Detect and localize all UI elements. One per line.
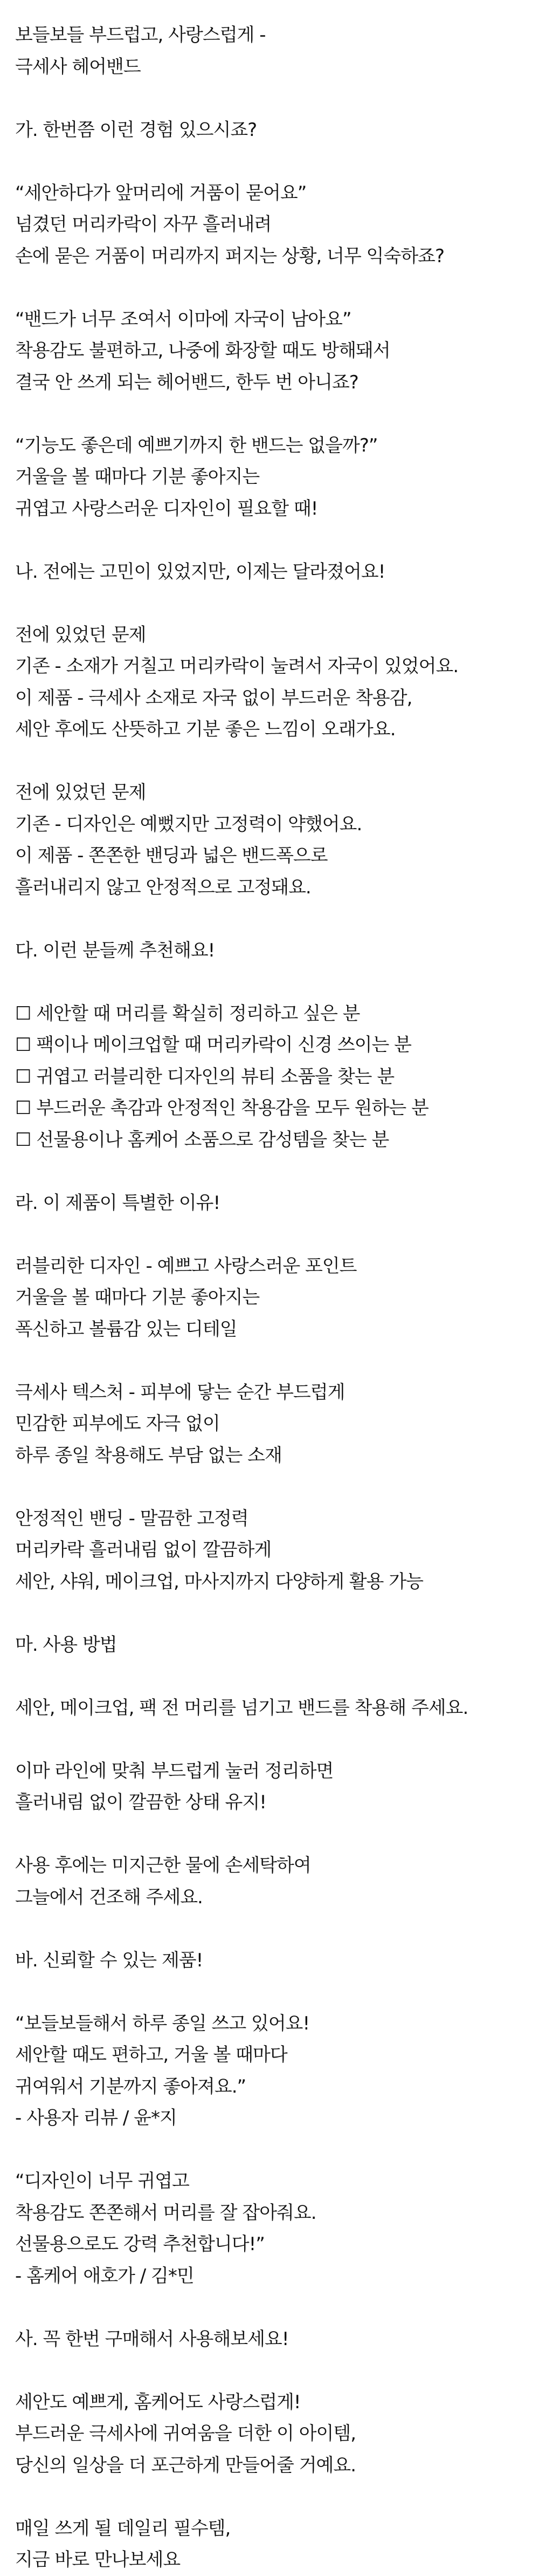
text-line: - 사용자 리뷰 / 윤*지 <box>15 2107 177 2129</box>
text-line: 거울을 볼 때마다 기분 좋아지는 <box>15 1287 260 1308</box>
text-line: 보들보들 부드럽고, 사랑스럽게 - <box>15 24 266 46</box>
text-line: 세안 후에도 산뜻하고 기분 좋은 느낌이 오래가요. <box>15 719 396 740</box>
blank-line <box>15 1976 527 2008</box>
text-line: 흘러내리지 않고 안정적으로 고정돼요. <box>15 876 311 898</box>
text-line: 착용감도 쫀쫀해서 머리를 잘 잡아줘요. <box>15 2202 316 2224</box>
text-line: 하루 종일 착용해도 부담 없는 소재 <box>15 1444 282 1466</box>
blank-line <box>15 524 527 556</box>
text-line: 사. 꼭 한번 구매해서 사용해보세요! <box>15 2328 289 2350</box>
text-line: 매일 쓰게 될 데일리 필수템, <box>15 2517 231 2539</box>
text-line: “밴드가 너무 조여서 이마에 자국이 남아요” <box>15 308 351 330</box>
blank-line <box>15 587 527 619</box>
text-line: ☐ 부드러운 촉감과 안정적인 착용감을 모두 원하는 분 <box>15 1097 429 1119</box>
blank-line <box>15 83 527 114</box>
blank-line <box>15 2481 527 2513</box>
text-line: 마. 사용 방법 <box>15 1634 117 1656</box>
text-line: - 홈케어 애호가 / 김*민 <box>15 2265 194 2287</box>
text-line: 부드러운 극세사에 귀여움을 더한 이 아이템, <box>15 2423 356 2444</box>
blank-line <box>15 966 527 998</box>
text-line: 민감한 피부에도 자극 없이 <box>15 1413 220 1434</box>
blank-line <box>15 398 527 430</box>
blank-line <box>15 746 527 777</box>
text-line: 가. 한번쯤 이런 경험 있으시죠? <box>15 119 257 141</box>
text-line: 나. 전에는 고민이 있었지만, 이제는 달라졌어요! <box>15 561 385 583</box>
document-body <box>15 19 527 2576</box>
blank-line <box>15 2355 527 2387</box>
text-line: ☐ 세안할 때 머리를 확실히 정리하고 싶은 분 <box>15 1002 360 1024</box>
text-line: “디자인이 너무 귀엽고 <box>15 2170 189 2192</box>
text-line: 극세사 텍스처 - 피부에 닿는 순간 부드럽게 <box>15 1381 345 1403</box>
blank-line <box>15 1661 527 1692</box>
blank-line <box>15 1471 527 1503</box>
blank-line <box>15 2134 527 2166</box>
text-line: 거울을 볼 때마다 기분 좋아지는 <box>15 466 260 488</box>
text-line: 세안도 예쁘게, 홈케어도 사랑스럽게! <box>15 2391 301 2413</box>
text-line: 라. 이 제품이 특별한 이유! <box>15 1192 220 1214</box>
text-line: 세안, 메이크업, 팩 전 머리를 넘기고 밴드를 착용해 주세요. <box>15 1697 468 1719</box>
text-line: 귀여워서 기분까지 좋아져요.” <box>15 2075 246 2097</box>
blank-line <box>15 1597 527 1629</box>
text-line: ☐ 선물용이나 홈케어 소품으로 감성템을 찾는 분 <box>15 1129 389 1151</box>
text-line: 폭신하고 볼륨감 있는 디테일 <box>15 1318 237 1340</box>
text-line: 안정적인 밴딩 - 말끔한 고정력 <box>15 1507 248 1529</box>
text-line: 극세사 헤어밴드 <box>15 56 141 78</box>
text-line: 당신의 일상을 더 포근하게 만들어줄 거예요. <box>15 2454 356 2476</box>
text-line: 그늘에서 건조해 주세요. <box>15 1886 203 1908</box>
blank-line <box>15 2292 527 2324</box>
blank-line <box>15 146 527 177</box>
text-line: “기능도 좋은데 예쁘기까지 한 밴드는 없을까?” <box>15 434 378 456</box>
text-line: 러블리한 디자인 - 예쁘고 사랑스러운 포인트 <box>15 1255 357 1277</box>
text-line: 다. 이런 분들께 추천해요! <box>15 939 215 961</box>
text-line: 전에 있었던 문제 <box>15 624 146 646</box>
text-line: 귀엽고 사랑스러운 디자인이 필요할 때! <box>15 497 318 520</box>
blank-line <box>15 1156 527 1187</box>
text-line: 기존 - 소재가 거칠고 머리카락이 눌려서 자국이 있었어요. <box>15 655 459 677</box>
text-line: 기존 - 디자인은 예뻤지만 고정력이 약했어요. <box>15 813 362 835</box>
blank-line <box>15 1913 527 1945</box>
blank-line <box>15 1819 527 1850</box>
text-line: 흘러내림 없이 깔끔한 상태 유지! <box>15 1792 266 1813</box>
text-line: “보들보들해서 하루 종일 쓰고 있어요! <box>15 2012 310 2034</box>
text-line: 세안, 샤워, 메이크업, 마사지까지 다양하게 활용 가능 <box>15 1570 423 1593</box>
text-line: 지금 바로 만나보세요 <box>15 2549 181 2571</box>
text-line: 이마 라인에 맞춰 부드럽게 눌러 정리하면 <box>15 1760 334 1782</box>
text-line: 이 제품 - 극세사 소재로 자국 없이 부드러운 착용감, <box>15 687 412 709</box>
blank-line <box>15 903 527 935</box>
blank-line <box>15 1724 527 1755</box>
text-line: 착용감도 불편하고, 나중에 화장할 때도 방해돼서 <box>15 340 390 361</box>
text-line: 이 제품 - 쫀쫀한 밴딩과 넓은 밴드폭으로 <box>15 845 328 866</box>
text-line: 결국 안 쓰게 되는 헤어밴드, 한두 번 아니죠? <box>15 371 358 393</box>
text-line: 세안할 때도 편하고, 거울 볼 때마다 <box>15 2044 287 2066</box>
blank-line <box>15 1345 527 1377</box>
text-line: 바. 신뢰할 수 있는 제품! <box>15 1949 203 1971</box>
text-line: 선물용으로도 강력 추천합니다!” <box>15 2233 265 2255</box>
text-line: 넘겼던 머리카락이 자꾸 흘러내려 <box>15 214 272 235</box>
blank-line <box>15 272 527 304</box>
text-line: 손에 묻은 거품이 머리까지 퍼지는 상황, 너무 익숙하죠? <box>15 245 445 267</box>
text-line: ☐ 귀엽고 러블리한 디자인의 뷰티 소품을 찾는 분 <box>15 1065 395 1088</box>
text-line: 머리카락 흘러내림 없이 깔끔하게 <box>15 1539 272 1561</box>
blank-line <box>15 1219 527 1251</box>
text-line: 전에 있었던 문제 <box>15 782 146 803</box>
text-line: “세안하다가 앞머리에 거품이 묻어요” <box>15 182 307 204</box>
text-line: 사용 후에는 미지근한 물에 손세탁하여 <box>15 1855 311 1876</box>
text-line: ☐ 팩이나 메이크업할 때 머리카락이 신경 쓰이는 분 <box>15 1034 412 1056</box>
